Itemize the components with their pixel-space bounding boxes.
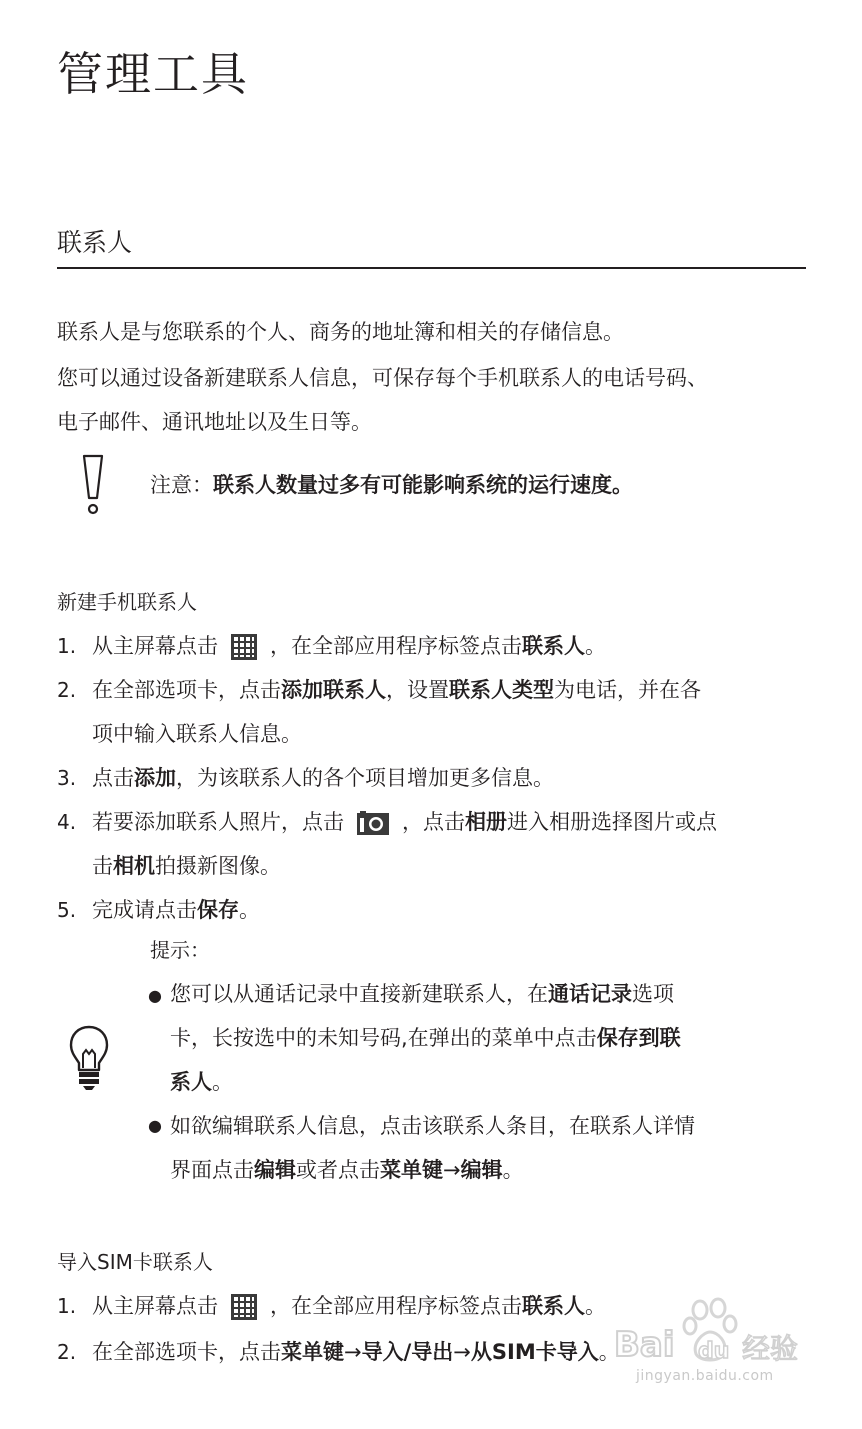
tip-text: → xyxy=(443,1158,461,1182)
step-text: → xyxy=(453,1340,471,1364)
step-text: 在全部选项卡，点击 xyxy=(92,678,281,702)
step-text: 从主屏幕点击 xyxy=(92,1294,218,1318)
tip-2-line-1: 如欲编辑联系人信息，点击该联系人条目，在联系人详情 xyxy=(170,1114,695,1138)
step-number: 3. xyxy=(57,766,77,790)
tip-bold: 菜单键 xyxy=(380,1158,443,1182)
step-bold: 从SIM卡导入 xyxy=(470,1340,599,1364)
import-sim-heading: 导入SIM卡联系人 xyxy=(57,1250,213,1274)
step-text: 从主屏幕点击 xyxy=(92,634,218,658)
step-text: 拍摄新图像。 xyxy=(155,854,281,878)
tip-2-line-2 xyxy=(170,1156,524,1184)
new-step-2-line-2: 项中输入联系人信息。 xyxy=(92,722,302,746)
tip-1-line-2 xyxy=(170,1024,681,1052)
apps-grid-icon xyxy=(230,1293,258,1321)
step-text: 点击 xyxy=(92,766,134,790)
step-text: ，在全部应用程序标签点击 xyxy=(270,1294,522,1318)
svg-text:Bai: Bai xyxy=(614,1325,675,1365)
step-number: 5. xyxy=(57,898,77,922)
tip-bold: 编辑 xyxy=(460,1158,503,1182)
new-step-1 xyxy=(92,632,606,661)
step-text: ，设置 xyxy=(386,678,449,702)
step-bold: 添加 xyxy=(134,766,176,790)
step-bold: 相册 xyxy=(465,810,507,834)
tip-label: 提示： xyxy=(150,938,210,962)
import-step-2 xyxy=(92,1338,620,1366)
tip-text: 或者点击 xyxy=(296,1158,380,1182)
new-step-5 xyxy=(92,896,260,924)
step-text: 若要添加联系人照片，点击 xyxy=(92,810,344,834)
step-text: ，为该联系人的各个项目增加更多信息。 xyxy=(176,766,554,790)
tip-text: 卡，长按选中的未知号码,在弹出的菜单中点击 xyxy=(170,1026,597,1050)
step-text: 。 xyxy=(239,898,260,922)
new-step-4-line-1 xyxy=(92,808,717,836)
step-text: 在全部选项卡，点击 xyxy=(92,1340,281,1364)
step-text: 完成请点击 xyxy=(92,898,197,922)
tip-text: 。 xyxy=(212,1070,233,1094)
apps-grid-icon xyxy=(230,633,258,661)
tip-1-line-1 xyxy=(170,980,674,1008)
section-divider xyxy=(57,267,806,269)
import-step-1 xyxy=(92,1292,606,1321)
tip-bold: 系人 xyxy=(170,1070,212,1094)
step-bold: 相机 xyxy=(113,854,155,878)
step-text: ，点击 xyxy=(402,810,465,834)
tip-text: 。 xyxy=(502,1158,524,1182)
intro-line-1: 联系人是与您联系的个人、商务的地址簿和相关的存储信息。 xyxy=(57,320,624,344)
step-bold: 添加联系人 xyxy=(281,678,386,702)
new-step-4-line-2 xyxy=(92,852,281,880)
new-contact-heading: 新建手机联系人 xyxy=(57,590,197,614)
step-text: 击 xyxy=(92,854,113,878)
tip-text: 界面点击 xyxy=(170,1158,254,1182)
svg-text:经验: 经验 xyxy=(742,1332,799,1365)
step-text: ，在全部应用程序标签点击 xyxy=(270,634,522,658)
step-bold: 菜单键 xyxy=(281,1340,344,1364)
intro-line-2: 您可以通过设备新建联系人信息，可保存每个手机联系人的电话号码、 xyxy=(57,366,708,390)
camera-icon xyxy=(356,810,390,836)
note-text xyxy=(150,470,633,500)
step-number: 1. xyxy=(57,634,77,658)
intro-line-3: 电子邮件、通讯地址以及生日等。 xyxy=(57,410,372,434)
step-bold: 联系人类型 xyxy=(449,678,554,702)
tip-text: 选项 xyxy=(632,982,674,1006)
tip-bold: 保存到联 xyxy=(596,1026,681,1050)
step-text: 为电话，并在各 xyxy=(554,678,701,702)
tip-bold: 编辑 xyxy=(254,1158,296,1182)
step-bold: 导入/导出 xyxy=(361,1340,454,1364)
bullet-dot: ● xyxy=(148,986,162,1005)
step-number: 1. xyxy=(57,1294,77,1318)
tip-bold: 通话记录 xyxy=(548,982,632,1006)
step-text: 。 xyxy=(598,1340,620,1364)
new-step-3 xyxy=(92,764,554,792)
step-text: 。 xyxy=(585,1294,606,1318)
exclamation-icon xyxy=(80,452,106,518)
step-number: 4. xyxy=(57,810,77,834)
step-number: 2. xyxy=(57,1340,77,1364)
step-text: 。 xyxy=(585,634,606,658)
step-number: 2. xyxy=(57,678,77,702)
note-label: 注意： xyxy=(150,473,213,497)
new-step-2-line-1 xyxy=(92,676,701,704)
step-bold: 联系人 xyxy=(522,1294,585,1318)
step-bold: 联系人 xyxy=(522,634,585,658)
step-text: → xyxy=(344,1340,362,1364)
bullet-dot: ● xyxy=(148,1116,162,1135)
tip-text: 您可以从通话记录中直接新建联系人，在 xyxy=(170,982,548,1006)
watermark-url: jingyan.baidu.com xyxy=(636,1368,774,1384)
step-bold: 保存 xyxy=(197,898,239,922)
note-body: 联系人数量过多有可能影响系统的运行速度。 xyxy=(213,473,633,497)
lightbulb-icon xyxy=(68,1024,110,1092)
page-title: 管理工具 xyxy=(57,47,249,101)
step-text: 进入相册选择图片或点 xyxy=(507,810,717,834)
svg-text:du: du xyxy=(698,1339,730,1364)
tip-1-line-3 xyxy=(170,1068,233,1096)
section-heading: 联系人 xyxy=(57,228,133,257)
